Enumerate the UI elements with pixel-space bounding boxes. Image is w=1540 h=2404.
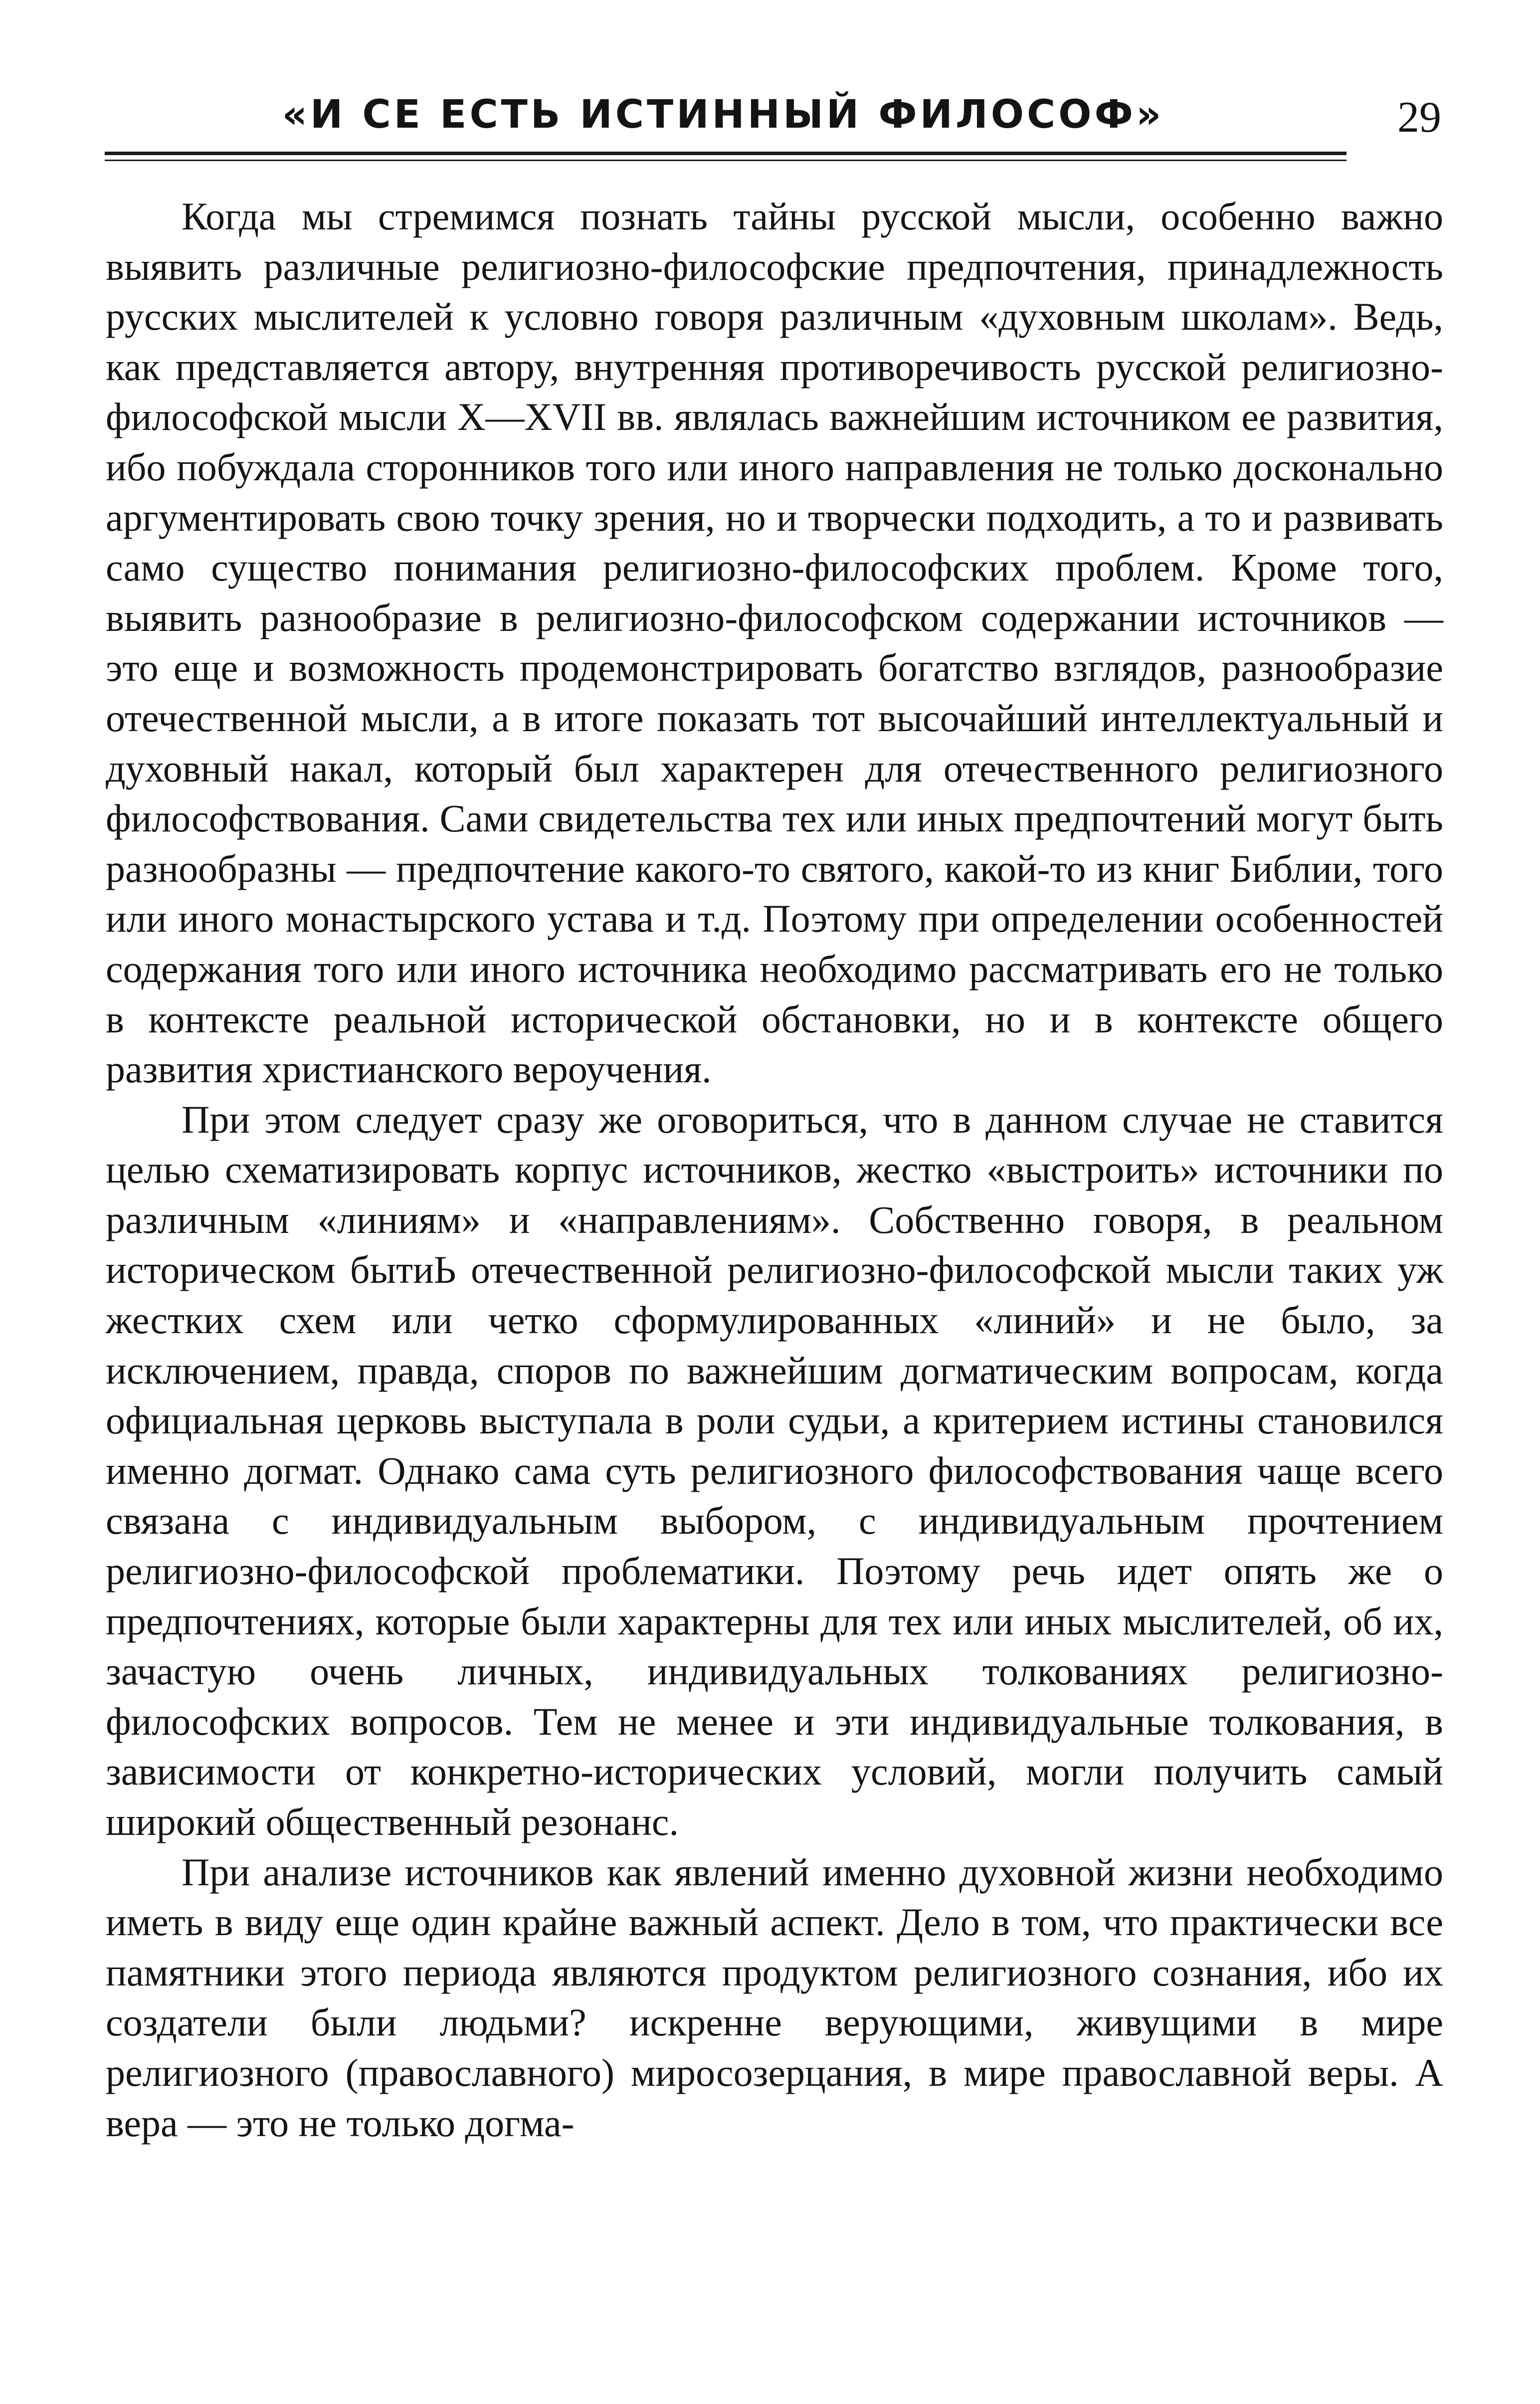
paragraph: При анализе источников как явлений именно духовной жизни необходимо иметь в виду еще один крайне важный аспект. Дело в том, что практически все памятники этого периода являются продуктом религиозного сознания, ибо их создатели были людьми? искренне верующими, живущими в мире религиозного (православного) миросозерцания, в мире православной веры. А вера — это не только догма- xyxy=(106,1850,1443,2145)
paragraph: При этом следует сразу же оговориться, что в данном случае не ставится целью схематизировать корпус источников, жестко «выстроить» источники по различным «линиям» и «направлениям». Собственно говоря, в реальном историческом бытиЬ отечественной религиозно-философской мысли таких уж жестких схем или четко сформулированных «линий» и не было, за исключением, правда, споров по важнейшим догматическим вопросам, когда официальная церковь выступала в роли судьи, а критерием истины становился именно догмат. Однако сама суть религиозного философствования чаще всего связана с индивидуальным выбором, с индивидуальным прочтением религиозно-философской проблематики. Поэтому речь идет опять же о предпочтениях, которые были характерны для тех или иных мыслителей, об их, зачастую очень личных, индивидуальных толкованиях религиозно-философских вопросов. Тем не менее и эти индивидуальные толкования, в зависимости от конкретно-исторических условий, могли получить самый широкий общественный резонанс. xyxy=(106,1097,1443,1843)
running-head xyxy=(105,85,1441,155)
body-text xyxy=(106,192,1443,2148)
header-rule-thick xyxy=(105,152,1347,155)
running-title: «И СЕ ЕСТЬ ИСТИННЫЙ ФИЛОСОФ» xyxy=(282,92,1164,137)
header-rule-thin xyxy=(105,160,1347,161)
page-number: 29 xyxy=(1397,93,1441,142)
paragraph: Когда мы стремимся познать тайны русской мысли, особенно важно выявить различные религиозно-философские предпочтения, принадлежность русских мыслителей к условно говоря различным «духовным школам». Ведь, как представляется автору, внутренняя противоречивость русской религиозно-философской мысли X—XVII вв. являлась важнейшим источником ее развития, ибо побуждала сторонников того или иного направления не только досконально аргументировать свою точку зрения, но и творчески подходить, а то и развивать само существо понимания религиозно-философских проблем. Кроме того, выявить разнообразие в религиозно-философском содержании источников — это еще и возможность продемонстрировать богатство взглядов, разнообразие отечественной мысли, а в итоге показать тот высочайший интеллектуальный и духовный накал, который был характерен для отечественного религиозного философствования. Сами свидетельства тех или иных предпочтений могут быть разнообразны — предпочтение какого-то святого, какой-то из книг Библии, того или иного монастырского устава и т.д. Поэтому при определении особенностей содержания того или иного источника необходимо рассматривать его не только в контексте реальной исторической обстановки, но и в контексте общего развития христианского вероучения. xyxy=(106,195,1443,1091)
